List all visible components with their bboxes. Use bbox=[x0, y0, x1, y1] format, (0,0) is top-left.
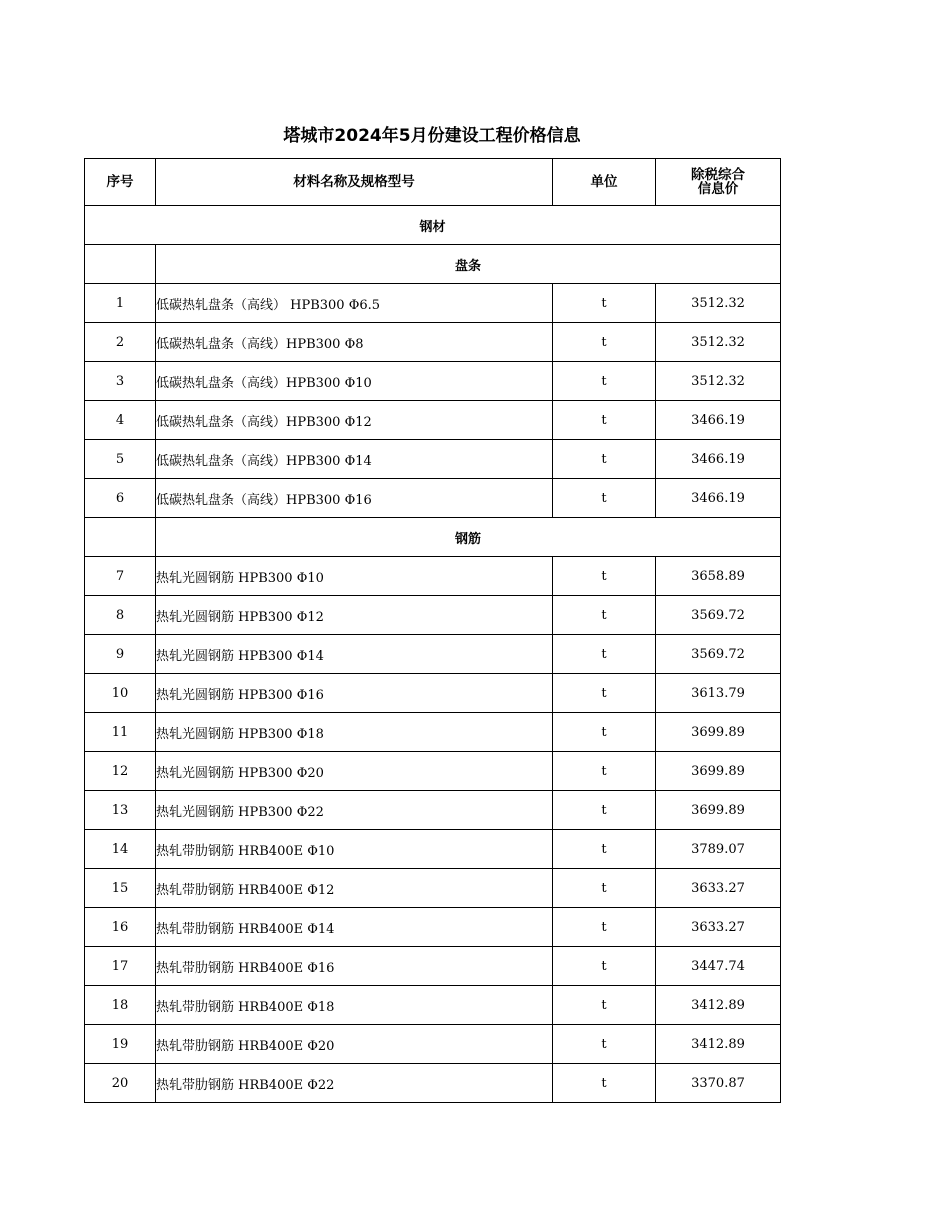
row-price: 3699.89 bbox=[656, 752, 781, 791]
row-name: 热轧带肋钢筋 HRB400E Φ22 bbox=[156, 1064, 553, 1103]
row-unit: t bbox=[553, 1064, 656, 1103]
row-unit: t bbox=[553, 713, 656, 752]
table-row bbox=[85, 557, 781, 596]
row-name: 低碳热轧盘条（高线） HPB300 Φ6.5 bbox=[156, 284, 553, 323]
header-name: 材料名称及规格型号 bbox=[156, 159, 553, 206]
row-unit: t bbox=[553, 323, 656, 362]
row-price: 3633.27 bbox=[656, 869, 781, 908]
row-name: 热轧光圆钢筋 HPB300 Φ20 bbox=[156, 752, 553, 791]
row-name: 热轧带肋钢筋 HRB400E Φ18 bbox=[156, 986, 553, 1025]
row-price: 3512.32 bbox=[656, 284, 781, 323]
row-price: 3447.74 bbox=[656, 947, 781, 986]
row-no: 3 bbox=[85, 362, 156, 401]
row-no: 15 bbox=[85, 869, 156, 908]
row-unit: t bbox=[553, 440, 656, 479]
row-name: 热轧带肋钢筋 HRB400E Φ14 bbox=[156, 908, 553, 947]
row-price: 3370.87 bbox=[656, 1064, 781, 1103]
row-no: 14 bbox=[85, 830, 156, 869]
group-row bbox=[85, 206, 781, 245]
row-unit: t bbox=[553, 596, 656, 635]
row-unit: t bbox=[553, 1025, 656, 1064]
header-price bbox=[656, 159, 781, 206]
row-no: 11 bbox=[85, 713, 156, 752]
row-name: 低碳热轧盘条（高线）HPB300 Φ10 bbox=[156, 362, 553, 401]
row-unit: t bbox=[553, 986, 656, 1025]
table-row bbox=[85, 440, 781, 479]
header-no: 序号 bbox=[85, 159, 156, 206]
row-price: 3412.89 bbox=[656, 1025, 781, 1064]
table-row bbox=[85, 830, 781, 869]
row-price: 3699.89 bbox=[656, 713, 781, 752]
row-price: 3633.27 bbox=[656, 908, 781, 947]
row-no: 8 bbox=[85, 596, 156, 635]
row-no: 6 bbox=[85, 479, 156, 518]
row-no: 7 bbox=[85, 557, 156, 596]
table-row bbox=[85, 869, 781, 908]
row-price: 3466.19 bbox=[656, 440, 781, 479]
row-name: 热轧带肋钢筋 HRB400E Φ10 bbox=[156, 830, 553, 869]
table-body bbox=[85, 206, 781, 1103]
table-row bbox=[85, 1025, 781, 1064]
header-row bbox=[85, 159, 781, 206]
row-price: 3789.07 bbox=[656, 830, 781, 869]
row-price: 3466.19 bbox=[656, 401, 781, 440]
row-no: 12 bbox=[85, 752, 156, 791]
row-unit: t bbox=[553, 479, 656, 518]
row-unit: t bbox=[553, 947, 656, 986]
row-price: 3658.89 bbox=[656, 557, 781, 596]
row-name: 低碳热轧盘条（高线）HPB300 Φ8 bbox=[156, 323, 553, 362]
row-no: 1 bbox=[85, 284, 156, 323]
row-name: 热轧光圆钢筋 HPB300 Φ14 bbox=[156, 635, 553, 674]
table-row bbox=[85, 791, 781, 830]
section-blank-cell bbox=[85, 245, 156, 284]
page-title: 塔城市2024年5月份建设工程价格信息 bbox=[283, 126, 581, 146]
row-name: 热轧光圆钢筋 HPB300 Φ10 bbox=[156, 557, 553, 596]
row-price: 3569.72 bbox=[656, 635, 781, 674]
row-price: 3466.19 bbox=[656, 479, 781, 518]
header-price-line1: 除税综合 bbox=[691, 167, 745, 183]
row-unit: t bbox=[553, 635, 656, 674]
row-no: 16 bbox=[85, 908, 156, 947]
header-unit: 单位 bbox=[553, 159, 656, 206]
row-unit: t bbox=[553, 830, 656, 869]
row-no: 9 bbox=[85, 635, 156, 674]
row-unit: t bbox=[553, 557, 656, 596]
table-row bbox=[85, 674, 781, 713]
row-name: 热轧光圆钢筋 HPB300 Φ18 bbox=[156, 713, 553, 752]
row-unit: t bbox=[553, 752, 656, 791]
row-unit: t bbox=[553, 791, 656, 830]
row-price: 3512.32 bbox=[656, 362, 781, 401]
section-row bbox=[85, 245, 781, 284]
row-no: 4 bbox=[85, 401, 156, 440]
row-name: 低碳热轧盘条（高线）HPB300 Φ12 bbox=[156, 401, 553, 440]
table-row bbox=[85, 713, 781, 752]
table-row bbox=[85, 752, 781, 791]
section-label: 钢筋 bbox=[156, 518, 781, 557]
section-row bbox=[85, 518, 781, 557]
row-unit: t bbox=[553, 362, 656, 401]
row-name: 热轧光圆钢筋 HPB300 Φ16 bbox=[156, 674, 553, 713]
row-price: 3613.79 bbox=[656, 674, 781, 713]
table-row bbox=[85, 1064, 781, 1103]
row-name: 热轧光圆钢筋 HPB300 Φ12 bbox=[156, 596, 553, 635]
row-no: 13 bbox=[85, 791, 156, 830]
row-name: 热轧带肋钢筋 HRB400E Φ16 bbox=[156, 947, 553, 986]
row-unit: t bbox=[553, 284, 656, 323]
row-no: 17 bbox=[85, 947, 156, 986]
row-unit: t bbox=[553, 674, 656, 713]
row-price: 3412.89 bbox=[656, 986, 781, 1025]
price-table bbox=[84, 158, 781, 1103]
row-name: 热轧光圆钢筋 HPB300 Φ22 bbox=[156, 791, 553, 830]
row-no: 2 bbox=[85, 323, 156, 362]
table-row bbox=[85, 596, 781, 635]
table-row bbox=[85, 986, 781, 1025]
table-row bbox=[85, 635, 781, 674]
row-name: 低碳热轧盘条（高线）HPB300 Φ14 bbox=[156, 440, 553, 479]
table-row bbox=[85, 284, 781, 323]
section-label: 盘条 bbox=[156, 245, 781, 284]
row-price: 3512.32 bbox=[656, 323, 781, 362]
row-unit: t bbox=[553, 908, 656, 947]
table-row bbox=[85, 479, 781, 518]
section-blank-cell bbox=[85, 518, 156, 557]
row-no: 18 bbox=[85, 986, 156, 1025]
row-no: 19 bbox=[85, 1025, 156, 1064]
table-row bbox=[85, 362, 781, 401]
row-name: 热轧带肋钢筋 HRB400E Φ20 bbox=[156, 1025, 553, 1064]
row-name: 低碳热轧盘条（高线）HPB300 Φ16 bbox=[156, 479, 553, 518]
row-no: 20 bbox=[85, 1064, 156, 1103]
header-price-line2: 信息价 bbox=[697, 181, 739, 197]
row-no: 10 bbox=[85, 674, 156, 713]
row-no: 5 bbox=[85, 440, 156, 479]
row-unit: t bbox=[553, 869, 656, 908]
table-row bbox=[85, 401, 781, 440]
row-price: 3569.72 bbox=[656, 596, 781, 635]
group-label: 钢材 bbox=[85, 206, 781, 245]
table-row bbox=[85, 947, 781, 986]
row-price: 3699.89 bbox=[656, 791, 781, 830]
row-name: 热轧带肋钢筋 HRB400E Φ12 bbox=[156, 869, 553, 908]
row-unit: t bbox=[553, 401, 656, 440]
table-row bbox=[85, 323, 781, 362]
table-row bbox=[85, 908, 781, 947]
